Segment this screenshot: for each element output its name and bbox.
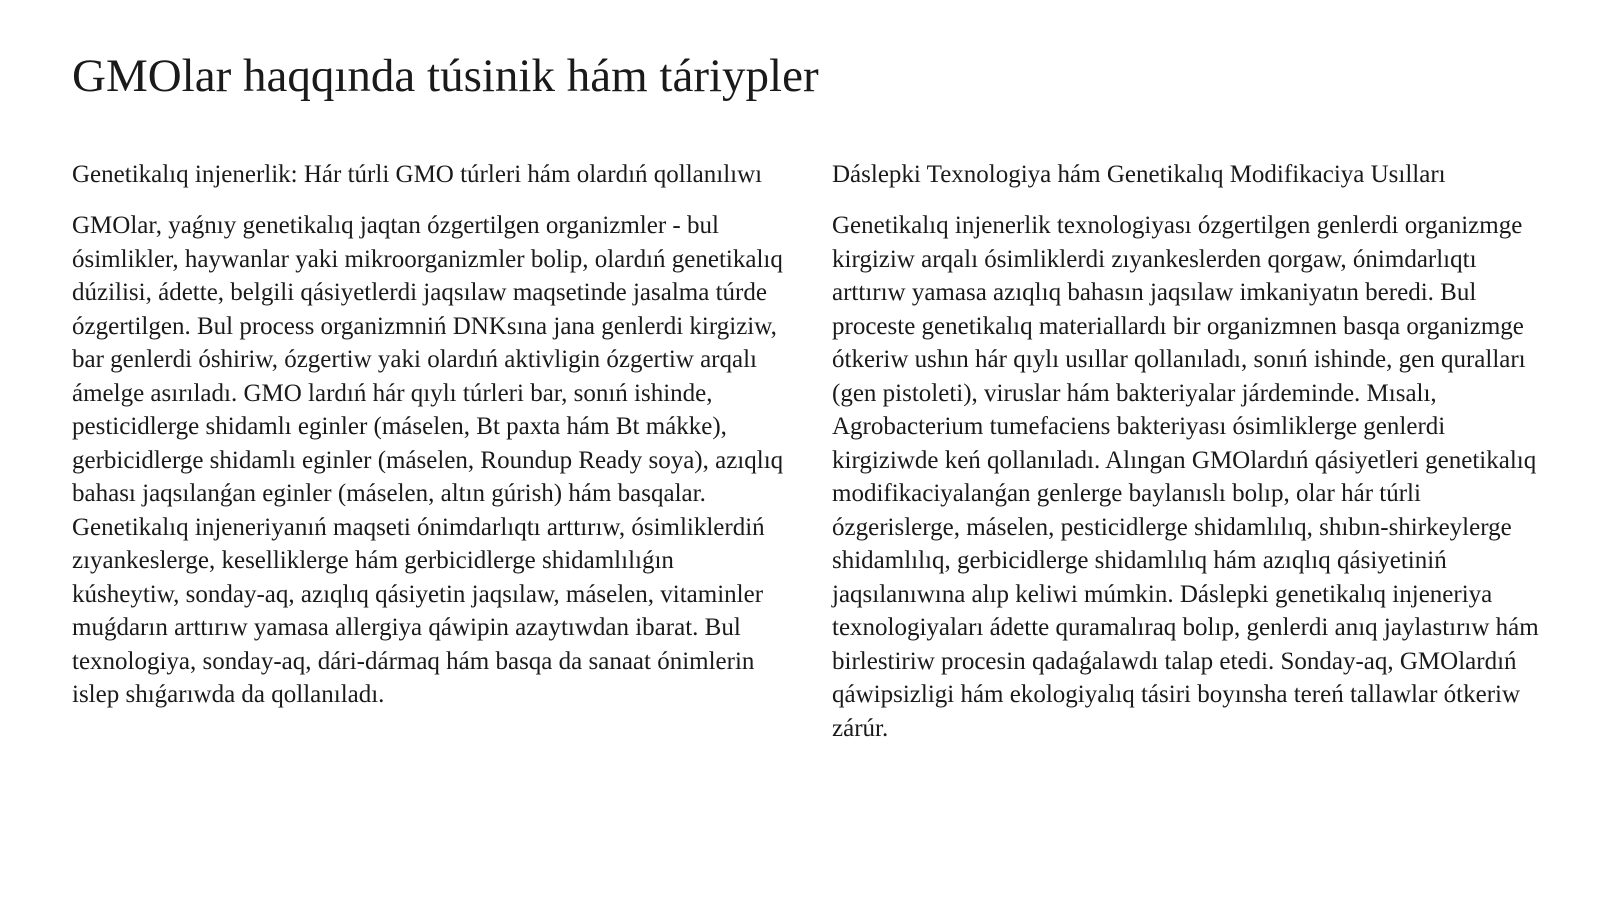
slide-title: GMOlar haqqında túsinik hám táriypler xyxy=(72,50,819,102)
left-column xyxy=(72,158,784,712)
right-column xyxy=(832,158,1544,745)
left-column-heading: Genetikalıq injenerlik: Hár túrli GMO túrleri hám olardıń qollanılıwı xyxy=(72,161,763,188)
right-column-body: Genetikalıq injenerlik texnologiyası ózgertilgen genlerdi organizmge kirgiziw arqalı ósimliklerdi zıyankeslerden qorgaw, ónimdarlıqtı arttırıw yamasa azıqlıq bahasın jaqsılaw imkaniyatın beredi. Bul proceste genetikalıq materiallardı bir organizmnen basqa organizmge ótkeriw ushın hár qıylı usıllar qollanıladı, sonıń ishinde, gen quralları (gen pistoleti), viruslar hám bakteriyalar járdeminde. Mısalı, Agrobacterium tumefaciens bakteriyası ósimliklerge genlerdi kirgiziwde keń qollanıladı. Alıngan GMOlardıń qásiyetleri genetikalıq modifikaciyalanǵan genlerge baylanıslı bolıp, olar hár túrli ózgerislerge, máselen, pesticidlerge shidamlılıq, shıbın-shirkeylerge shidamlılıq, gerbicidlerge shidamlılıq hám azıqlıq qásiyetiniń jaqsılanıwına alıp keliwi múmkin. Dáslepki genetikalıq injeneriya texnologiyaları ádette quramalıraq bolıp, genlerdi anıq jaylastırıw hám birlestiriw procesin qadaǵalawdı talap etedi. Sonday-aq, GMOlardıń qáwipsizligi hám ekologiyalıq tásiri boyınsha tereń tallawlar ótkeriw zárúr. xyxy=(832,212,1539,742)
left-column-body: GMOlar, yaǵnıy genetikalıq jaqtan ózgertilgen organizmler - bul ósimlikler, haywanlar yaki mikroorganizmler bolip, olardıń genetikalıq dúzilisi, ádette, belgili qásiyetlerdi jaqsılaw maqsetinde jasalma túrde ózgertilgen. Bul process organizmniń DNKsına jana genlerdi kirgiziw, bar genlerdi óshiriw, ózgertiw yaki olardıń aktivligin ózgertiw arqalı ámelge asırıladı. GMO lardıń hár qıylı túrleri bar, sonıń ishinde, pesticidlerge shidamlı eginler (máselen, Bt paxta hám Bt mákke), gerbicidlerge shidamlı eginler (máselen, Roundup Ready soya), azıqlıq bahası jaqsılanǵan eginler (máselen, altın gúrish) hám basqalar. Genetikalıq injeneriyanıń maqseti ónimdarlıqtı arttırıw, ósimliklerdiń zıyankeslerge, keselliklerge hám gerbicidlerge shidamlılıǵın kúsheytiw, sonday-aq, azıqlıq qásiyetin jaqsılaw, máselen, vitaminler muǵdarın arttırıw yamasa allergiya qáwipin azaytıwdan ibarat. Bul texnologiya, sonday-aq, dári-dármaq hám basqa da sanaat ónimlerin islep shıǵarıwda da qollanıladı. xyxy=(72,212,784,708)
right-column-heading: Dáslepki Texnologiya hám Genetikalıq Modifikaciya Usılları xyxy=(832,161,1446,188)
